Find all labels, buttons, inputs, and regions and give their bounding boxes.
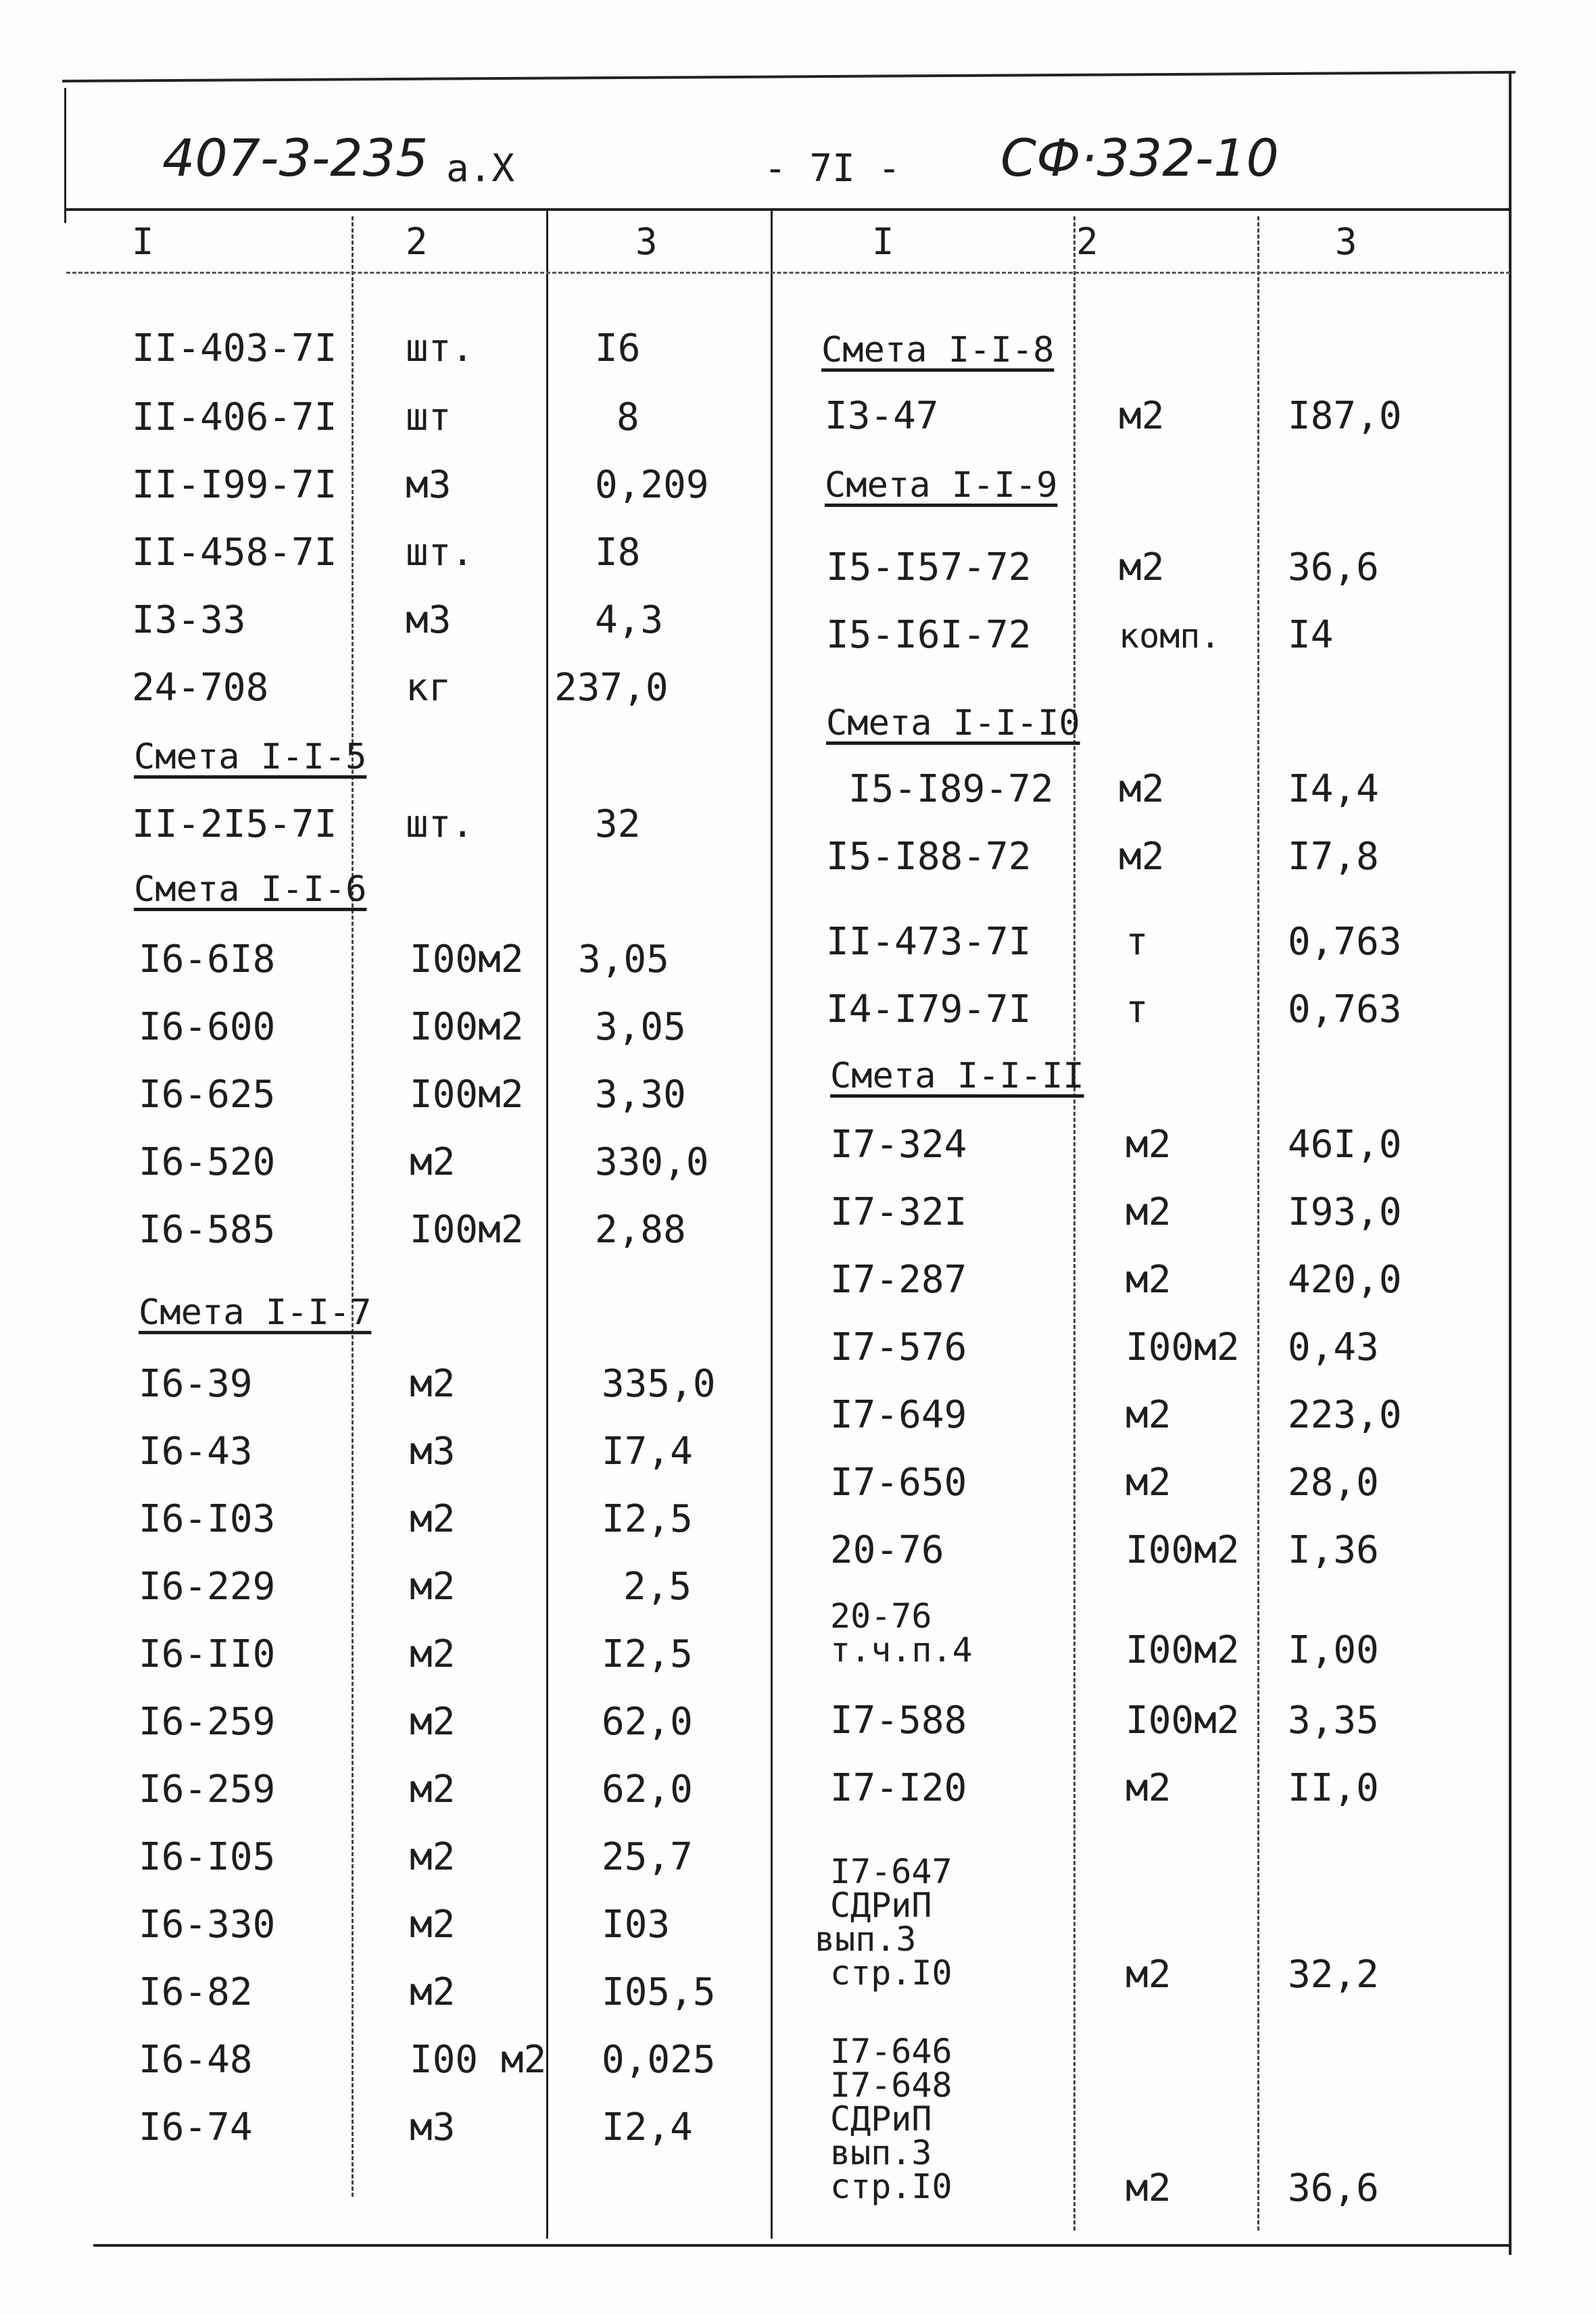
qty-cell: I2,4 (602, 2105, 693, 2149)
qty-cell: 32 (595, 802, 641, 846)
qty-cell: 2,88 (595, 1208, 686, 1252)
qty-cell: I7,8 (1288, 835, 1379, 879)
unit-cell: м2 (1119, 767, 1165, 811)
qty-cell: I2,5 (602, 1632, 693, 1676)
unit-cell: кг (406, 666, 452, 710)
frame-left-line (64, 88, 66, 223)
qty-cell: 223,0 (1288, 1393, 1402, 1437)
doc-code: 407-3-235 (162, 128, 429, 188)
qty-cell: 0,43 (1288, 1325, 1379, 1369)
code-subline: вып.3 (815, 1920, 917, 1959)
qty-cell: I2,5 (602, 1497, 693, 1541)
section-heading-11: Смета I-I-II (830, 1056, 1084, 1096)
qty-cell: I05,5 (602, 1970, 716, 2014)
unit-cell: м2 (410, 1497, 456, 1541)
code-cell: I7-588 (830, 1699, 967, 1743)
code-cell: I5-I89-72 (848, 767, 1054, 811)
col-sep-5 (1257, 216, 1259, 2231)
code-cell: I5-I88-72 (826, 835, 1032, 879)
qty-cell: 28,0 (1288, 1461, 1379, 1505)
code-subline: СДРиП (830, 2099, 932, 2139)
code-cell: I6-43 (139, 1430, 253, 1473)
unit-cell: м2 (1126, 1190, 1171, 1234)
code-cell: I6-585 (139, 1208, 276, 1252)
unit-cell: м2 (410, 1903, 456, 1947)
code-cell: 20-76 (830, 1528, 944, 1572)
qty-cell: 0,763 (1288, 920, 1402, 964)
qty-cell: I,36 (1288, 1528, 1379, 1572)
section-heading-7: Смета I-I-7 (139, 1292, 372, 1333)
unit-cell: I00м2 (410, 1005, 524, 1049)
qty-cell: 0,209 (595, 463, 709, 507)
col-sep-4 (1073, 216, 1075, 2231)
code-cell: 20-76 (830, 1597, 932, 1636)
code-cell: I6-I05 (139, 1835, 276, 1879)
qty-cell: 62,0 (602, 1768, 693, 1811)
code-cell: I6-625 (139, 1073, 276, 1117)
qty-cell: 2,5 (623, 1565, 692, 1609)
unit-cell: м2 (410, 1970, 456, 2014)
unit-cell: шт. (406, 326, 475, 370)
code-cell: II-473-7I (826, 920, 1032, 964)
code-cell: I7-287 (830, 1258, 967, 1302)
code-subline: т.ч.п.4 (830, 1630, 973, 1670)
qty-cell: 0,763 (1288, 988, 1402, 1031)
code-cell: I7-650 (830, 1461, 967, 1505)
unit-cell: м2 (410, 1700, 456, 1744)
frame-top-line (62, 71, 1516, 82)
unit-cell: I00м2 (1126, 1628, 1240, 1672)
unit-cell: м2 (1126, 1258, 1171, 1302)
qty-cell: 8 (616, 395, 639, 439)
code-subline: вып.3 (830, 2133, 932, 2172)
code-cell: I6-6I8 (139, 937, 276, 981)
unit-cell: шт (406, 395, 452, 439)
code-cell: I6-39 (139, 1362, 253, 1406)
code-cell: I5-I6I-72 (826, 613, 1032, 657)
unit-cell: I00 м2 (410, 2038, 547, 2082)
qty-cell: 335,0 (602, 1362, 716, 1406)
qty-cell: 3,05 (578, 937, 669, 981)
qty-cell: 3,35 (1288, 1699, 1379, 1743)
unit-cell: I00м2 (1126, 1528, 1240, 1572)
qty-cell: 46I,0 (1288, 1123, 1402, 1167)
unit-cell: м3 (410, 2105, 456, 2149)
code-cell: I3-47 (825, 394, 939, 438)
code-cell: II-2I5-7I (132, 802, 337, 846)
unit-cell: т (1126, 988, 1148, 1031)
code-cell: I7-647 (830, 1852, 952, 1891)
sheet-code: СФ·332-10 (1000, 128, 1279, 188)
code-subline: I7-648 (830, 2066, 952, 2105)
code-cell: II-406-7I (132, 395, 337, 439)
col-sep-1 (352, 216, 354, 2197)
frame-bottom-line (93, 2244, 1510, 2247)
unit-cell: I00м2 (410, 1208, 524, 1252)
col-sep-middle (771, 211, 773, 2239)
unit-cell: м2 (410, 1632, 456, 1676)
unit-cell: м2 (1126, 1461, 1171, 1505)
code-cell: I6-600 (139, 1005, 276, 1049)
unit-cell: м2 (1126, 1766, 1171, 1810)
code-subline: стр.I0 (830, 2167, 952, 2206)
qty-cell: 330,0 (595, 1140, 709, 1184)
code-cell: I7-324 (830, 1123, 967, 1167)
code-subline: стр.I0 (830, 1953, 952, 1993)
qty-cell: 32,2 (1288, 1953, 1379, 1997)
code-cell: I7-576 (830, 1325, 967, 1369)
code-cell: I7-649 (830, 1393, 967, 1437)
code-cell: I6-259 (139, 1768, 276, 1811)
code-cell: I7-646 (830, 2032, 952, 2071)
unit-cell: м2 (1119, 835, 1165, 879)
unit-cell: шт. (406, 531, 475, 575)
qty-cell: 420,0 (1288, 1258, 1402, 1302)
section-heading-5: Смета I-I-5 (134, 737, 367, 777)
section-heading-6: Смета I-I-6 (134, 869, 367, 910)
header-bottom-line (66, 208, 1510, 211)
qty-cell: I6 (595, 326, 641, 370)
qty-cell: 3,30 (595, 1073, 686, 1117)
qty-cell: II,0 (1288, 1766, 1379, 1810)
code-cell: II-458-7I (132, 531, 337, 575)
code-cell: I6-I03 (139, 1497, 276, 1541)
col-header-left-1: I (132, 220, 154, 263)
unit-cell: м2 (1126, 1953, 1171, 1997)
qty-cell: I4 (1288, 613, 1334, 657)
section-heading-9: Смета I-I-9 (825, 465, 1058, 506)
column-header-underline (66, 272, 1510, 274)
unit-cell: I00м2 (410, 937, 524, 981)
section-heading-8: Смета I-I-8 (821, 330, 1055, 370)
col-header-right-2: 2 (1076, 220, 1098, 263)
code-cell: I6-259 (139, 1700, 276, 1744)
unit-cell: м2 (1126, 1393, 1171, 1437)
unit-cell: м2 (410, 1362, 456, 1406)
qty-cell: 36,6 (1288, 545, 1379, 589)
col-header-left-3: 3 (635, 220, 658, 263)
unit-cell: м3 (410, 1430, 456, 1473)
col-sep-2 (546, 211, 548, 2239)
code-cell: I4-I79-7I (826, 988, 1032, 1031)
code-cell: 24-708 (132, 666, 269, 710)
qty-cell: I8 (595, 531, 641, 575)
code-cell: I6-520 (139, 1140, 276, 1184)
frame-right-line (1509, 72, 1512, 2255)
unit-cell: м2 (410, 1768, 456, 1811)
code-cell: I6-II0 (139, 1632, 276, 1676)
qty-cell: I93,0 (1288, 1190, 1402, 1234)
unit-cell: I00м2 (1126, 1699, 1240, 1743)
col-header-left-2: 2 (406, 220, 428, 263)
code-cell: I6-330 (139, 1903, 276, 1947)
qty-cell: 62,0 (602, 1700, 693, 1744)
code-cell: I6-48 (139, 2038, 253, 2082)
qty-cell: 237,0 (554, 666, 669, 710)
code-cell: II-403-7I (132, 326, 337, 370)
album-label: а.Х (446, 147, 515, 191)
unit-cell: м3 (406, 598, 452, 642)
code-cell: I7-I20 (830, 1766, 967, 1810)
col-header-right-1: I (872, 220, 894, 263)
code-subline: СДРиП (830, 1886, 932, 1925)
unit-cell: м3 (406, 463, 452, 507)
unit-cell: м2 (1119, 545, 1165, 589)
qty-cell: 3,05 (595, 1005, 686, 1049)
qty-cell: 0,025 (602, 2038, 716, 2082)
qty-cell: 25,7 (602, 1835, 693, 1879)
unit-cell: м2 (1126, 1123, 1171, 1167)
qty-cell: 36,6 (1288, 2166, 1379, 2210)
unit-cell: I00м2 (1126, 1325, 1240, 1369)
unit-cell: м2 (1119, 394, 1165, 438)
qty-cell: I03 (602, 1903, 671, 1947)
qty-cell: I,00 (1288, 1628, 1379, 1672)
code-cell: I3-33 (132, 598, 246, 642)
unit-cell: м2 (1126, 2166, 1171, 2210)
code-cell: I5-I57-72 (826, 545, 1032, 589)
code-cell: II-I99-7I (132, 463, 337, 507)
unit-cell: шт. (406, 802, 475, 846)
unit-cell: комп. (1119, 616, 1221, 656)
qty-cell: I7,4 (602, 1430, 693, 1473)
col-header-right-3: 3 (1335, 220, 1357, 263)
qty-cell: I4,4 (1288, 767, 1379, 811)
unit-cell: м2 (410, 1565, 456, 1609)
code-cell: I7-32I (830, 1190, 967, 1234)
code-cell: I6-74 (139, 2105, 253, 2149)
unit-cell: I00м2 (410, 1073, 524, 1117)
page-number: - 7I - (764, 147, 901, 191)
unit-cell: т (1126, 920, 1148, 964)
unit-cell: м2 (410, 1835, 456, 1879)
code-cell: I6-229 (139, 1565, 276, 1609)
code-cell: I6-82 (139, 1970, 253, 2014)
section-heading-10: Смета I-I-I0 (826, 703, 1080, 744)
unit-cell: м2 (410, 1140, 456, 1184)
qty-cell: I87,0 (1288, 394, 1402, 438)
qty-cell: 4,3 (595, 598, 664, 642)
